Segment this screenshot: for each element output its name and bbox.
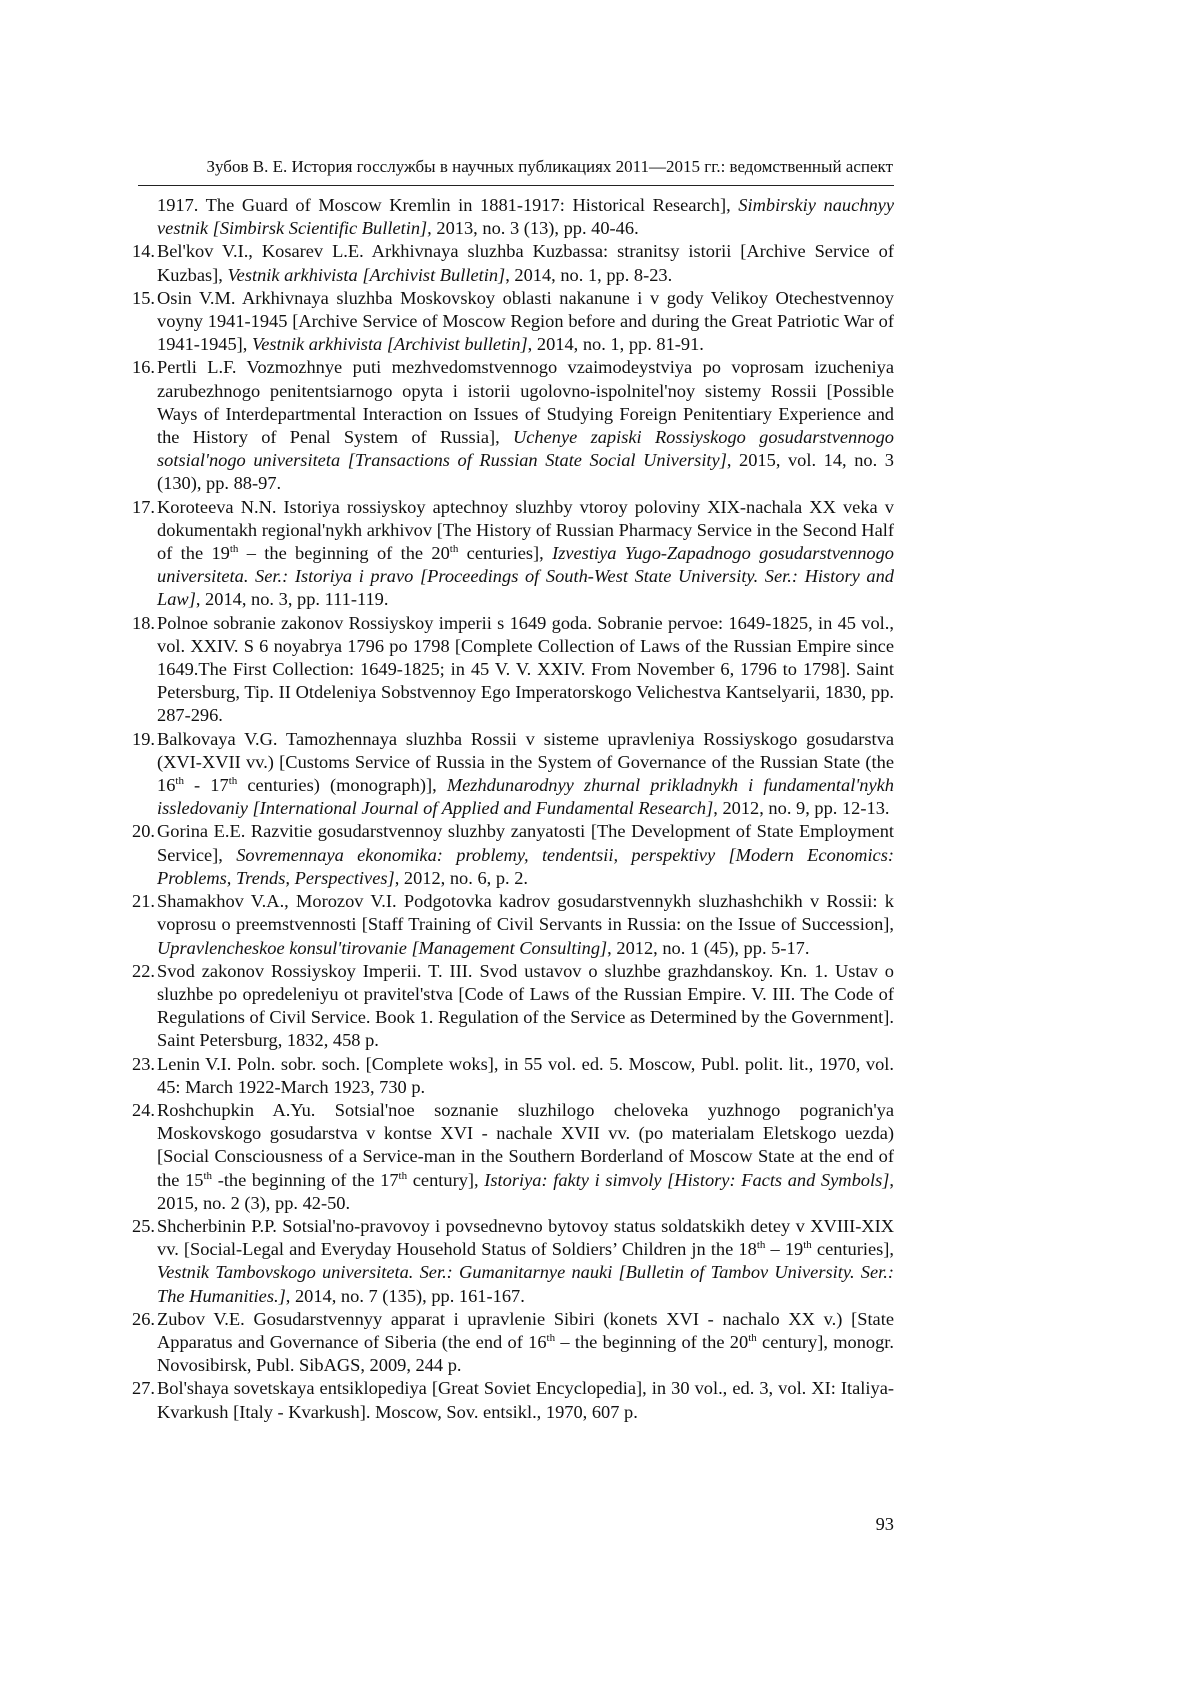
- reference-number: 27.: [132, 1377, 157, 1400]
- reference-number: 20.: [132, 820, 157, 843]
- reference-item-15: [132, 287, 894, 357]
- reference-item-19: [132, 728, 894, 821]
- header-rule: [138, 185, 894, 186]
- reference-text: Polnoe sobranie zakonov Rossiyskoy imperii s 1649 goda. Sobranie pervoe: 1649-1825, in 45 vol., vol. XXIV. S 6 noyabrya 1796 po 1798 [Complete Collection of Laws of the Russian Empire since 1649.The First Collection: 1649-1825; in 45 V. V. XXIV. From November 6, 1796 to 1798]. Saint Petersburg, Tip. II Otdeleniya Sobstvennoy Ego Imperatorskogo Velichestva Kantselyarii, 1830, pp. 287-296.: [157, 612, 894, 728]
- reference-number: 14.: [132, 240, 157, 263]
- reference-text: Gorina E.E. Razvitie gosudarstvennoy sluzhby zanyatosti [The Development of State Employment Service], Sovremennaya ekonomika: problemy, tendentsii, perspektivy [Modern Economics: Problems, Trends, Perspectives], 2012, no. 6, p. 2.: [157, 820, 894, 890]
- reference-item-14: [132, 240, 894, 286]
- reference-number: 21.: [132, 890, 157, 913]
- reference-number: 24.: [132, 1099, 157, 1122]
- reference-number: 18.: [132, 612, 157, 635]
- reference-item-18: [132, 612, 894, 728]
- reference-text: Pertli L.F. Vozmozhnye puti mezhvedomstvennogo vzaimodeystviya po voprosam izucheniya zarubezhnogo penitentsiarnogo opyta i istorii ugolovno-ispolnitel'noy sistemy Rossii [Possible Ways of Interdepartmental Interaction on Issues of Studying Foreign Penitentiary Experience and the History of Penal System of Russia], Uchenye zapiski Rossiyskogo gosudarstvennogo sotsial'nogo universiteta [Transactions of Russian State Social University], 2015, vol. 14, no. 3 (130), pp. 88-97.: [157, 356, 894, 495]
- reference-item-22: [132, 960, 894, 1053]
- reference-text: Bel'kov V.I., Kosarev L.E. Arkhivnaya sluzhba Kuzbassa: stranitsy istorii [Archive Service of Kuzbas], Vestnik arkhivista [Archivist Bulletin], 2014, no. 1, pp. 8-23.: [157, 240, 894, 286]
- reference-number: 26.: [132, 1308, 157, 1331]
- reference-number: 22.: [132, 960, 157, 983]
- reference-item-23: [132, 1053, 894, 1099]
- reference-text: Zubov V.E. Gosudarstvennyy apparat i upravlenie Sibiri (konets XVI - nachalo XX v.) [State Apparatus and Governance of Siberia (the end of 16th – the beginning of the 20th century], monogr. Novosibirsk, Publ. SibAGS, 2009, 244 p.: [157, 1308, 894, 1378]
- reference-text: Koroteeva N.N. Istoriya rossiyskoy aptechnoy sluzhby vtoroy poloviny XIX-nachala XX veka v dokumentakh regional'nykh arkhivov [The History of Russian Pharmacy Service in the Second Half of the 19th – the beginning of the 20th centuries], Izvestiya Yugo-Zapadnogo gosudarstvennogo universiteta. Ser.: Istoriya i pravo [Proceedings of South-West State University. Ser.: History and Law], 2014, no. 3, pp. 111-119.: [157, 496, 894, 612]
- reference-number: 15.: [132, 287, 157, 310]
- running-header: Зубов В. Е. История госслужбы в научных публикациях 2011—2015 гг.: ведомственный аспект: [145, 157, 893, 177]
- reference-text: Roshchupkin A.Yu. Sotsial'noe soznanie sluzhilogo cheloveka yuzhnogo pogranich'ya Moskovskogo gosudarstva v kontse XVI - nachale XVII vv. (po materialam Eletskogo uezda) [Social Consciousness of a Service-man in the Southern Borderland of Moscow State at the end of the 15th -the beginning of the 17th century], Istoriya: fakty i simvoly [History: Facts and Symbols], 2015, no. 2 (3), pp. 42-50.: [157, 1099, 894, 1215]
- reference-item-24: [132, 1099, 894, 1215]
- reference-text: Shcherbinin P.P. Sotsial'no-pravovoy i povsednevno bytovoy status soldatskikh detey v XVIII-XIX vv. [Social-Legal and Everyday Household Status of Soldiers’ Children jn the 18th – 19th centuries], Vestnik Tambovskogo universiteta. Ser.: Gumanitarnye nauki [Bulletin of Tambov University. Ser.: The Humanities.], 2014, no. 7 (135), pp. 161-167.: [157, 1215, 894, 1308]
- reference-text: Lenin V.I. Poln. sobr. soch. [Complete woks], in 55 vol. ed. 5. Moscow, Publ. polit. lit., 1970, vol. 45: March 1922-March 1923, 730 p.: [157, 1053, 894, 1099]
- reference-item-20: [132, 820, 894, 890]
- reference-item-26: [132, 1308, 894, 1378]
- reference-text: Shamakhov V.A., Morozov V.I. Podgotovka kadrov gosudarstvennykh sluzhashchikh v Rossii: k voprosu o preemstvennosti [Staff Training of Civil Servants in Russia: on the Issue of Succession], Upravlencheskoe konsul'tirovanie [Management Consulting], 2012, no. 1 (45), pp. 5-17.: [157, 890, 894, 960]
- reference-item-25: [132, 1215, 894, 1308]
- reference-number: 25.: [132, 1215, 157, 1238]
- reference-item-27: [132, 1377, 894, 1423]
- reference-text: Balkovaya V.G. Tamozhennaya sluzhba Rossii v sisteme upravleniya Rossiyskogo gosudarstva (XVI-XVII vv.) [Customs Service of Russia in the System of Governance of the Russian State (the 16th - 17th centuries) (monograph)], Mezhdunarodnyy zhurnal prikladnykh i fundamental'nykh issledovaniy [International Journal of Applied and Fundamental Research], 2012, no. 9, pp. 12-13.: [157, 728, 894, 821]
- reference-number: 17.: [132, 496, 157, 519]
- reference-text: Bol'shaya sovetskaya entsiklopediya [Great Soviet Encyclopedia], in 30 vol., ed. 3, vol. XI: Italiya-Kvarkush [Italy - Kvarkush]. Moscow, Sov. entsikl., 1970, 607 p.: [157, 1377, 894, 1423]
- reference-continuation: 1917. The Guard of Moscow Kremlin in 1881-1917: Historical Research], Simbirskiy nauchnyy vestnik [Simbirsk Scientific Bulletin], 2013, no. 3 (13), pp. 40-46.: [132, 194, 894, 240]
- reference-list: [132, 194, 894, 1424]
- reference-number: 19.: [132, 728, 157, 751]
- reference-text: Svod zakonov Rossiyskoy Imperii. T. III. Svod ustavov o sluzhbe grazhdanskoy. Kn. 1. Ustav o sluzhbe po opredeleniyu ot pravitel'stva [Code of Laws of the Russian Empire. V. III. The Code of Regulations of Civil Service. Book 1. Regulation of the Service as Determined by the Government]. Saint Petersburg, 1832, 458 p.: [157, 960, 894, 1053]
- reference-number: 23.: [132, 1053, 157, 1076]
- reference-number: 16.: [132, 356, 157, 379]
- reference-item-16: [132, 356, 894, 495]
- reference-item-17: [132, 496, 894, 612]
- page-number: 93: [860, 1514, 894, 1535]
- reference-text: Osin V.M. Arkhivnaya sluzhba Moskovskoy oblasti nakanune i v gody Velikoy Otechestvennoy voyny 1941-1945 [Archive Service of Moscow Region before and during the Great Patriotic War of 1941-1945], Vestnik arkhivista [Archivist bulletin], 2014, no. 1, pp. 81-91.: [157, 287, 894, 357]
- reference-item-21: [132, 890, 894, 960]
